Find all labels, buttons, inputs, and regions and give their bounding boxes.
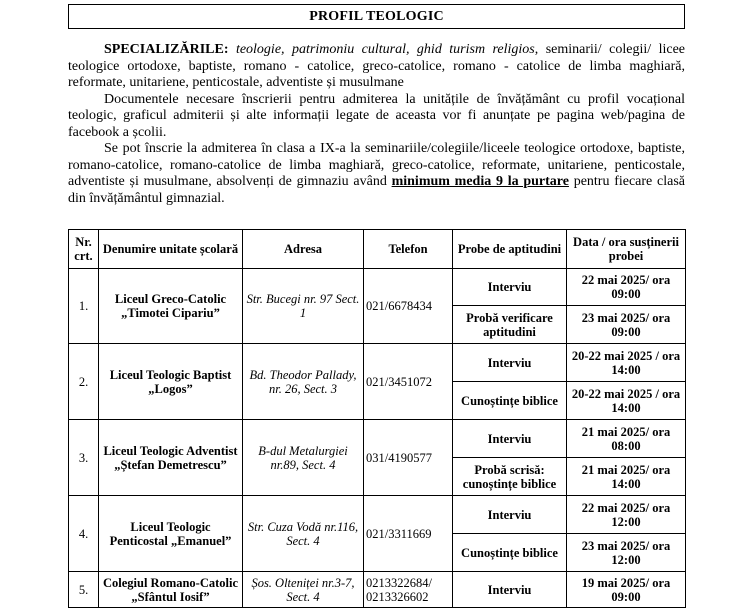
eligibility-text-start: Se pot înscrie la admiterea în clasa a IX-a la seminariile/colegiile/liceele teologice ortodoxe, baptiste, romano-catolice, romano-catolice de limba maghiară, greco-catolice, reformate, unitariene, penticostale, adventiste și musulmane, absolvenți de gimnaziu având: [68, 141, 685, 189]
cell-name: Liceul Teologic Baptist „Logos”: [99, 344, 243, 420]
cell-date: 20-22 mai 2025 / ora 14:00: [567, 382, 686, 420]
cell-probe: Probă verificare aptitudini: [453, 306, 567, 344]
table-header-row: [69, 230, 686, 269]
header-phone: Telefon: [364, 230, 453, 269]
cell-nr: 4.: [69, 496, 99, 572]
cell-probe: Cunoștințe biblice: [453, 534, 567, 572]
cell-probe: Probă scrisă: cunoștințe biblice: [453, 458, 567, 496]
cell-probe: Cunoștințe biblice: [453, 382, 567, 420]
cell-address: Str. Cuza Vodă nr.116, Sect. 4: [243, 496, 364, 572]
cell-date: 21 mai 2025/ ora 08:00: [567, 420, 686, 458]
cell-probe: Interviu: [453, 572, 567, 608]
specializations-schools: , seminarii/ colegii/ licee teologice ortodoxe, baptiste, romano - catolice, greco-catolice, romano - catolice de limba maghiară, reformate, unitariene, penticostale, adventiste și musulmane: [68, 42, 685, 90]
cell-phone: 031/4190577: [364, 420, 453, 496]
cell-phone: 021/3451072: [364, 344, 453, 420]
cell-probe: Interviu: [453, 344, 567, 382]
cell-address: Șos. Olteniței nr.3-7, Sect. 4: [243, 572, 364, 608]
cell-address: B-dul Metalurgiei nr.89, Sect. 4: [243, 420, 364, 496]
cell-nr: 2.: [69, 344, 99, 420]
cell-date: 21 mai 2025/ ora 14:00: [567, 458, 686, 496]
cell-probe: Interviu: [453, 269, 567, 306]
intro-text: [68, 42, 685, 207]
cell-name: Liceul Teologic Penticostal „Emanuel”: [99, 496, 243, 572]
header-address: Adresa: [243, 230, 364, 269]
documents-paragraph: Documentele necesare înscrierii pentru admiterea la unitățile de învățământ cu profil vocațional teologic, graficul admiterii și alte informații legate de aceasta vor fi anunțate pe pagina web/pagina de facebook a școlii.: [68, 91, 685, 140]
cell-phone: 021/6678434: [364, 269, 453, 344]
eligibility-paragraph: [68, 141, 685, 207]
cell-name: Liceul Greco-Catolic „Timotei Cipariu”: [99, 269, 243, 344]
cell-name: Liceul Teologic Adventist „Ștefan Demetrescu”: [99, 420, 243, 496]
specializations-label: SPECIALIZĂRILE:: [104, 42, 229, 57]
page-title: PROFIL TEOLOGIC: [68, 4, 685, 29]
cell-date: 22 mai 2025/ ora 09:00: [567, 269, 686, 306]
cell-date: 22 mai 2025/ ora 12:00: [567, 496, 686, 534]
conduct-requirement: minimum media 9 la purtare: [391, 174, 569, 189]
table-row: [69, 344, 686, 382]
cell-probe: Interviu: [453, 420, 567, 458]
cell-phone: 021/3311669: [364, 496, 453, 572]
table-row: [69, 269, 686, 306]
header-probe: Probe de aptitudini: [453, 230, 567, 269]
cell-date: 23 mai 2025/ ora 12:00: [567, 534, 686, 572]
header-name: Denumire unitate școlară: [99, 230, 243, 269]
header-date: Data / ora susținerii probei: [567, 230, 686, 269]
table-row: [69, 496, 686, 534]
table-row: [69, 572, 686, 608]
table-row: [69, 420, 686, 458]
cell-name: Colegiul Romano-Catolic „Sfântul Iosif”: [99, 572, 243, 608]
cell-date: 19 mai 2025/ ora 09:00: [567, 572, 686, 608]
specializations-paragraph: [68, 42, 685, 92]
cell-nr: 3.: [69, 420, 99, 496]
cell-probe: Interviu: [453, 496, 567, 534]
cell-nr: 5.: [69, 572, 99, 608]
eligibility-text-end: pentru fiecare clasă din învățământul gimnazial.: [68, 174, 685, 206]
cell-address: Bd. Theodor Pallady, nr. 26, Sect. 3: [243, 344, 364, 420]
specializations-list: teologie, patrimoniu cultural, ghid turism religios: [235, 42, 535, 57]
cell-nr: 1.: [69, 269, 99, 344]
cell-address: Str. Bucegi nr. 97 Sect. 1: [243, 269, 364, 344]
admission-table: [68, 229, 686, 608]
header-nr: Nr. crt.: [69, 230, 99, 269]
cell-date: 23 mai 2025/ ora 09:00: [567, 306, 686, 344]
cell-date: 20-22 mai 2025 / ora 14:00: [567, 344, 686, 382]
cell-phone: 0213322684/ 0213326602: [364, 572, 453, 608]
